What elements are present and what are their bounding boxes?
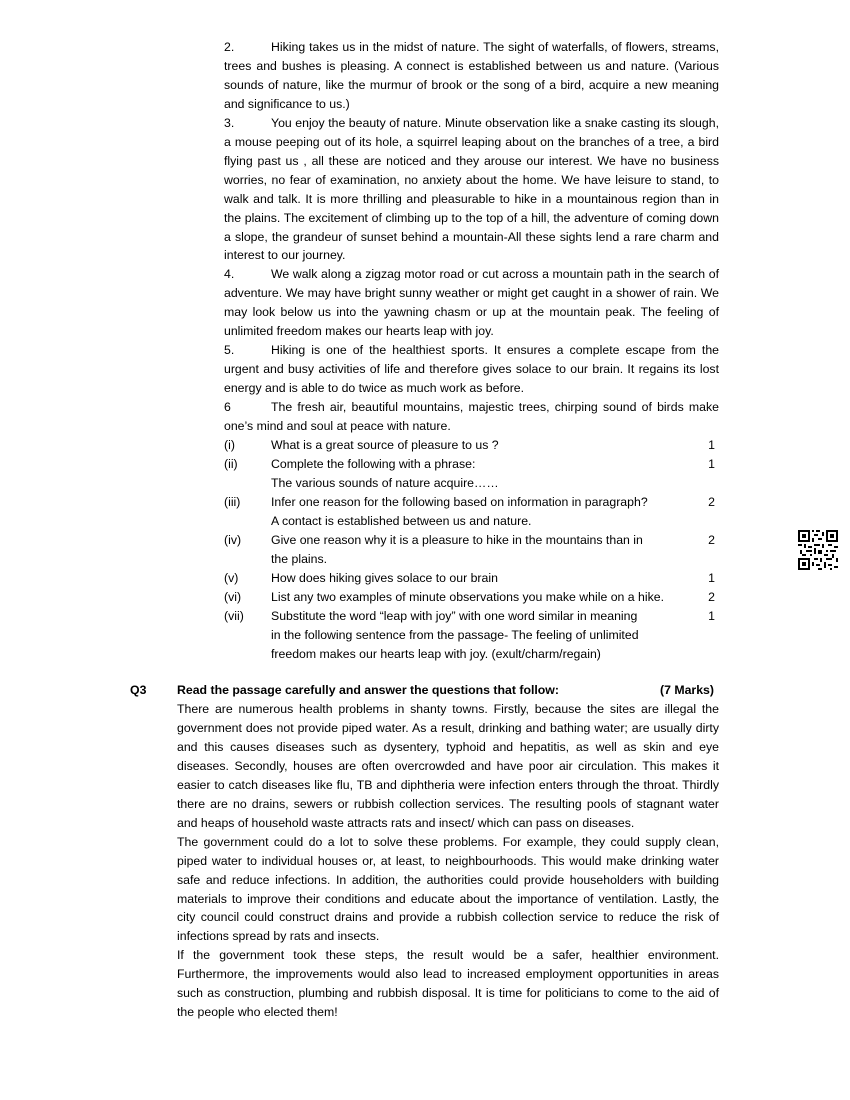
question-marks: 1: [708, 570, 715, 585]
question-line: the plains.: [271, 551, 328, 566]
passage-paragraph: If the government took these steps, the result would be a safer, healthier environment. Furthermore, the improvements would also lead to increased employment opportunities in areas such as construction, plumbing and rubbish disposal. It is time for politicians to come to the aid of the people who elected them!: [177, 948, 719, 1020]
paragraph-text: We walk along a zigzag motor road or cut across a mountain path in the search of adventure. We may have bright sunny weather or might get caught in a shower of rain. We may look below us into the yawning chasm or up at the mountain peak. The feeling of unlimited freedom makes our hearts leap with joy.: [224, 267, 719, 339]
question-line: in the following sentence from the passage- The feeling of unlimited: [271, 627, 639, 642]
paragraph-3: [224, 114, 719, 266]
question-label: (vi): [224, 589, 242, 604]
question-3-header: [130, 681, 720, 700]
question-item: [224, 569, 719, 588]
question-line: How does hiking gives solace to our brain: [271, 570, 498, 585]
paragraph-number: 2.: [224, 40, 235, 54]
question-3-passage: [177, 700, 719, 1022]
question-marks: 1: [708, 438, 715, 453]
passage-paragraph: There are numerous health problems in shanty towns. Firstly, because the sites are illegal the government does not provide piped water. As a result, drinking and bathing water; are usually dirty and this causes diseases such as dysentery, typhoid and hepatitis, as well as skin and eye diseases. Secondly, houses are often overcrowded and have poor air circulation. This makes it easier to catch diseases like flu, TB and diphtheria were infection enters through the throat. Thirdly there are no drains, sewers or rubbish collection services. The resulting pools of stagnant water and heaps of household waste attracts rats and insect/ which can pass on diseases.: [177, 702, 719, 830]
question-3: [130, 681, 720, 1022]
question-list: [224, 436, 719, 663]
question-marks: 1: [708, 608, 715, 623]
question-line: Give one reason why it is a pleasure to hike in the mountains than in: [271, 532, 643, 547]
paragraph-6: [224, 398, 719, 436]
question-number: Q3: [130, 683, 147, 697]
question-label: (ii): [224, 456, 238, 471]
paragraph-number: 4.: [224, 267, 235, 282]
question-label: (vii): [224, 608, 244, 623]
question-item: [224, 455, 719, 493]
question-item: [224, 436, 719, 455]
paragraph-text: Hiking is one of the healthiest sports. It ensures a complete escape from the urgent and busy activities of life and therefore gives solace to our brain. It regains its lost energy and is able to do twice as much work as before.: [224, 343, 719, 396]
paragraph-2: [224, 38, 719, 114]
question-line: List any two examples of minute observations you make while on a hike.: [271, 589, 665, 604]
question-line: A contact is established between us and nature.: [271, 513, 532, 528]
paragraph-number: 3.: [224, 115, 235, 130]
question-marks: 2: [708, 589, 715, 604]
question-marks: 1: [708, 456, 715, 471]
passage-paragraph: The government could do a lot to solve these problems. For example, they could supply clean, piped water to individual houses or, at least, to neighbourhoods. This would make drinking water safe and reduce infections. In addition, the authorities could provide householders with building materials to improve their conditions and educate about the importance of ventilation. Lastly, the city council could construct drains and provide a rubbish collection service to reduce the risk of infections spread by rats and insects.: [177, 834, 719, 944]
paragraph-text: The fresh air, beautiful mountains, majestic trees, chirping sound of birds make one’s mind and soul at peace with nature.: [224, 400, 719, 434]
question-line: Substitute the word “leap with joy” with one word similar in meaning: [271, 608, 638, 623]
question-label: (iv): [224, 532, 242, 547]
qr-code-icon: [798, 530, 838, 570]
question-label: (iii): [224, 494, 241, 509]
question-item: [224, 531, 719, 569]
question-marks: 2: [708, 494, 715, 509]
paragraph-4: [224, 265, 719, 341]
paragraph-number: 6: [224, 400, 231, 415]
question-line: The various sounds of nature acquire……: [271, 475, 499, 490]
question-total-marks: (7 Marks): [660, 683, 714, 697]
question-line: What is a great source of pleasure to us ?: [271, 438, 499, 453]
question-item: [224, 588, 719, 607]
question-instruction: Read the passage carefully and answer the questions that follow:: [177, 683, 559, 697]
question-line: Complete the following with a phrase:: [271, 456, 476, 471]
passage-continuation: [224, 38, 719, 663]
question-item: [224, 607, 719, 664]
question-marks: 2: [708, 532, 715, 547]
question-item: [224, 493, 719, 531]
question-line: Infer one reason for the following based on information in paragraph?: [271, 494, 648, 509]
paragraph-number: 5.: [224, 343, 235, 358]
question-label: (v): [224, 570, 239, 585]
question-label: (i): [224, 438, 235, 453]
question-line: freedom makes our hearts leap with joy. (exult/charm/regain): [271, 646, 601, 661]
paragraph-text: You enjoy the beauty of nature. Minute observation like a snake casting its slough, a mouse peeping out of its hole, a squirrel leaping about on the branches of a tree, a bird flying past us , all these are noticed and they arouse our interest. We have no business worries, no fear of examination, no anxiety about the home. We have leisure to stand, to walk and talk. It is more thrilling and pleasurable to hike in a mountainous region than in the plains. The excitement of climbing up to the top of a hill, the adventure of coming down a slope, the grandeur of sunset behind a mountain-All these sights lend a rare charm and interest to our journey.: [224, 115, 719, 263]
paragraph-text: Hiking takes us in the midst of nature. The sight of waterfalls, of flowers, streams, trees and bushes is pleasing. A connect is established between us and nature. (Various sounds of nature, like the murmur of brook or the song of a bird, acquire a new meaning and significance to us.): [224, 40, 719, 111]
paragraph-5: [224, 341, 719, 398]
